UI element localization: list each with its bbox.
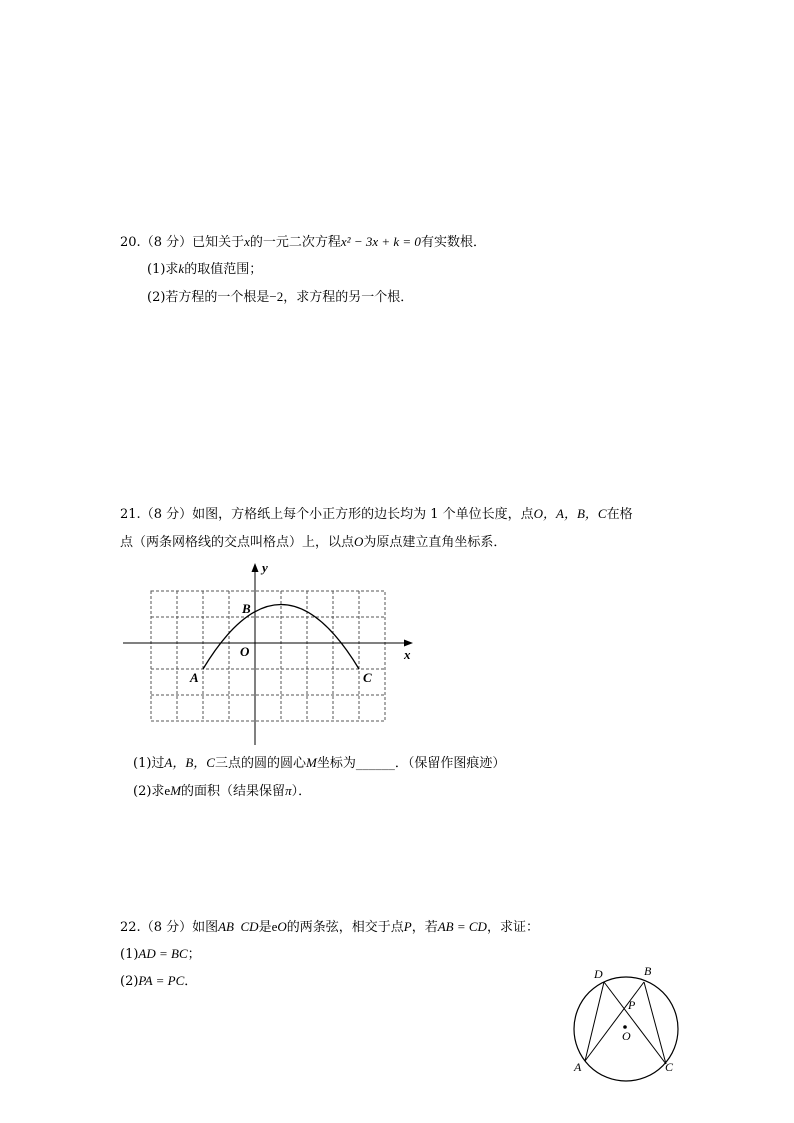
q20-var-x: x <box>244 234 250 249</box>
q21-stem-text-2-end: 为原点建立直角坐标系． <box>363 535 507 550</box>
q21-stem-text-1: 如图，方格纸上每个小正方形的边长均为 1 个单位长度，点 <box>192 507 534 522</box>
q21-label-b: B <box>242 601 251 616</box>
q20-sub1-suffix: 的取值范围； <box>184 262 263 277</box>
q22-stem-text-3: 的两条弦，相交于点 <box>286 920 404 935</box>
q22-label-o: O <box>622 1029 631 1043</box>
q21-sub2-prefix: (2)求 <box>133 784 165 799</box>
q21-sub1-suffix: 坐标为______．（保留作图痕迹） <box>316 756 506 771</box>
q22-chords: AB CD <box>218 919 259 934</box>
q22-point-p: P <box>403 919 412 934</box>
q21-label-a: A <box>190 670 199 685</box>
q22-label-b: B <box>644 964 652 978</box>
q22-circle-symbol: e <box>271 919 278 934</box>
q22-score: （8 分） <box>140 920 193 935</box>
q21-sub1 <box>133 754 505 773</box>
q21-x-arrow-icon <box>404 640 413 647</box>
q21-sub1-var: M <box>306 755 317 770</box>
q22-sub2-suffix: ． <box>184 974 198 989</box>
q21-sub2-pi: π <box>285 783 292 798</box>
q22-stem-text-1: 如图 <box>192 920 219 935</box>
q21-sub1-points: A，B，C <box>164 755 215 770</box>
q21-label-x: x <box>404 647 411 662</box>
q20-stem <box>120 233 486 252</box>
q21-stem-line2 <box>120 533 506 552</box>
q22-condition: AB = CD <box>437 919 487 934</box>
q22-label-d: D <box>594 967 603 981</box>
q21-number: 21. <box>120 507 141 522</box>
q22-stem-text-2: 是 <box>258 920 272 935</box>
q21-coordinate-figure <box>115 555 425 755</box>
q22-chord-ab <box>585 982 644 1061</box>
q22-label-a: A <box>574 1060 582 1074</box>
q21-grid-border <box>151 591 385 721</box>
q21-sub2-mid: 的面积（结果保留 <box>181 784 286 799</box>
q21-stem-text-1-end: 在格 <box>606 507 633 522</box>
q22-stem-text-5: ，求证： <box>486 920 539 935</box>
q21-label-c: C <box>363 670 372 685</box>
q20-score: （8 分） <box>140 235 193 250</box>
q21-points-list: O，A，B，C <box>533 506 607 521</box>
q21-sub2-var: M <box>170 783 182 798</box>
q20-stem-text-1: 已知关于 <box>192 235 245 250</box>
q22-sub2-expr: PA = PC <box>138 973 185 988</box>
q20-sub1-var: k <box>178 261 185 276</box>
q22-sub1 <box>120 945 201 964</box>
q21-label-y: y <box>262 560 268 575</box>
q21-origin: O <box>354 534 364 549</box>
q22-label-p: P <box>628 998 636 1012</box>
q22-circle-figure <box>562 960 702 1085</box>
q22-sub2-prefix: (2) <box>120 974 139 989</box>
q21-grid <box>151 591 385 721</box>
q22-sub1-suffix: ； <box>187 947 201 962</box>
q20-number: 20. <box>120 235 141 250</box>
q21-sub2-circle-symbol: e <box>164 783 171 798</box>
q22-number: 22. <box>120 920 141 935</box>
q22-chord-bc <box>644 982 666 1064</box>
q21-sub2-suffix: ）． <box>291 784 312 799</box>
q21-label-o: O <box>240 644 250 659</box>
q21-y-arrow-icon <box>252 563 259 572</box>
q21-sub1-mid: 三点的圆的圆心 <box>214 756 306 771</box>
q22-sub1-prefix: (1) <box>120 947 139 962</box>
q20-stem-text-3: 有实数根． <box>420 235 486 250</box>
q22-sub2 <box>120 972 197 991</box>
q20-sub2-value: −2 <box>269 289 284 304</box>
q21-stem-text-2: 点（两条网格线的交点叫格点）上，以点 <box>120 535 355 550</box>
q22-circle-var: O <box>277 919 287 934</box>
q22-stem <box>120 918 539 937</box>
q21-sub2 <box>133 782 311 801</box>
q20-sub1-prefix: (1)求 <box>147 262 179 277</box>
q20-sub2-prefix: (2)若方程的一个根是 <box>147 290 270 305</box>
q21-sub1-prefix: (1)过 <box>133 756 165 771</box>
q20-equation: x² − 3x + k = 0 <box>340 234 421 249</box>
q20-sub2-suffix: ，求方程的另一个根． <box>283 290 414 305</box>
q21-score: （8 分） <box>140 507 193 522</box>
q22-stem-text-4: ，若 <box>411 920 438 935</box>
q20-stem-text-2: 的一元二次方程 <box>249 235 341 250</box>
q22-sub1-expr: AD = BC <box>138 946 188 961</box>
q21-stem-line1 <box>120 505 633 524</box>
q20-sub1 <box>147 260 262 279</box>
q22-label-c: C <box>665 1060 674 1074</box>
q20-sub2 <box>147 288 413 307</box>
